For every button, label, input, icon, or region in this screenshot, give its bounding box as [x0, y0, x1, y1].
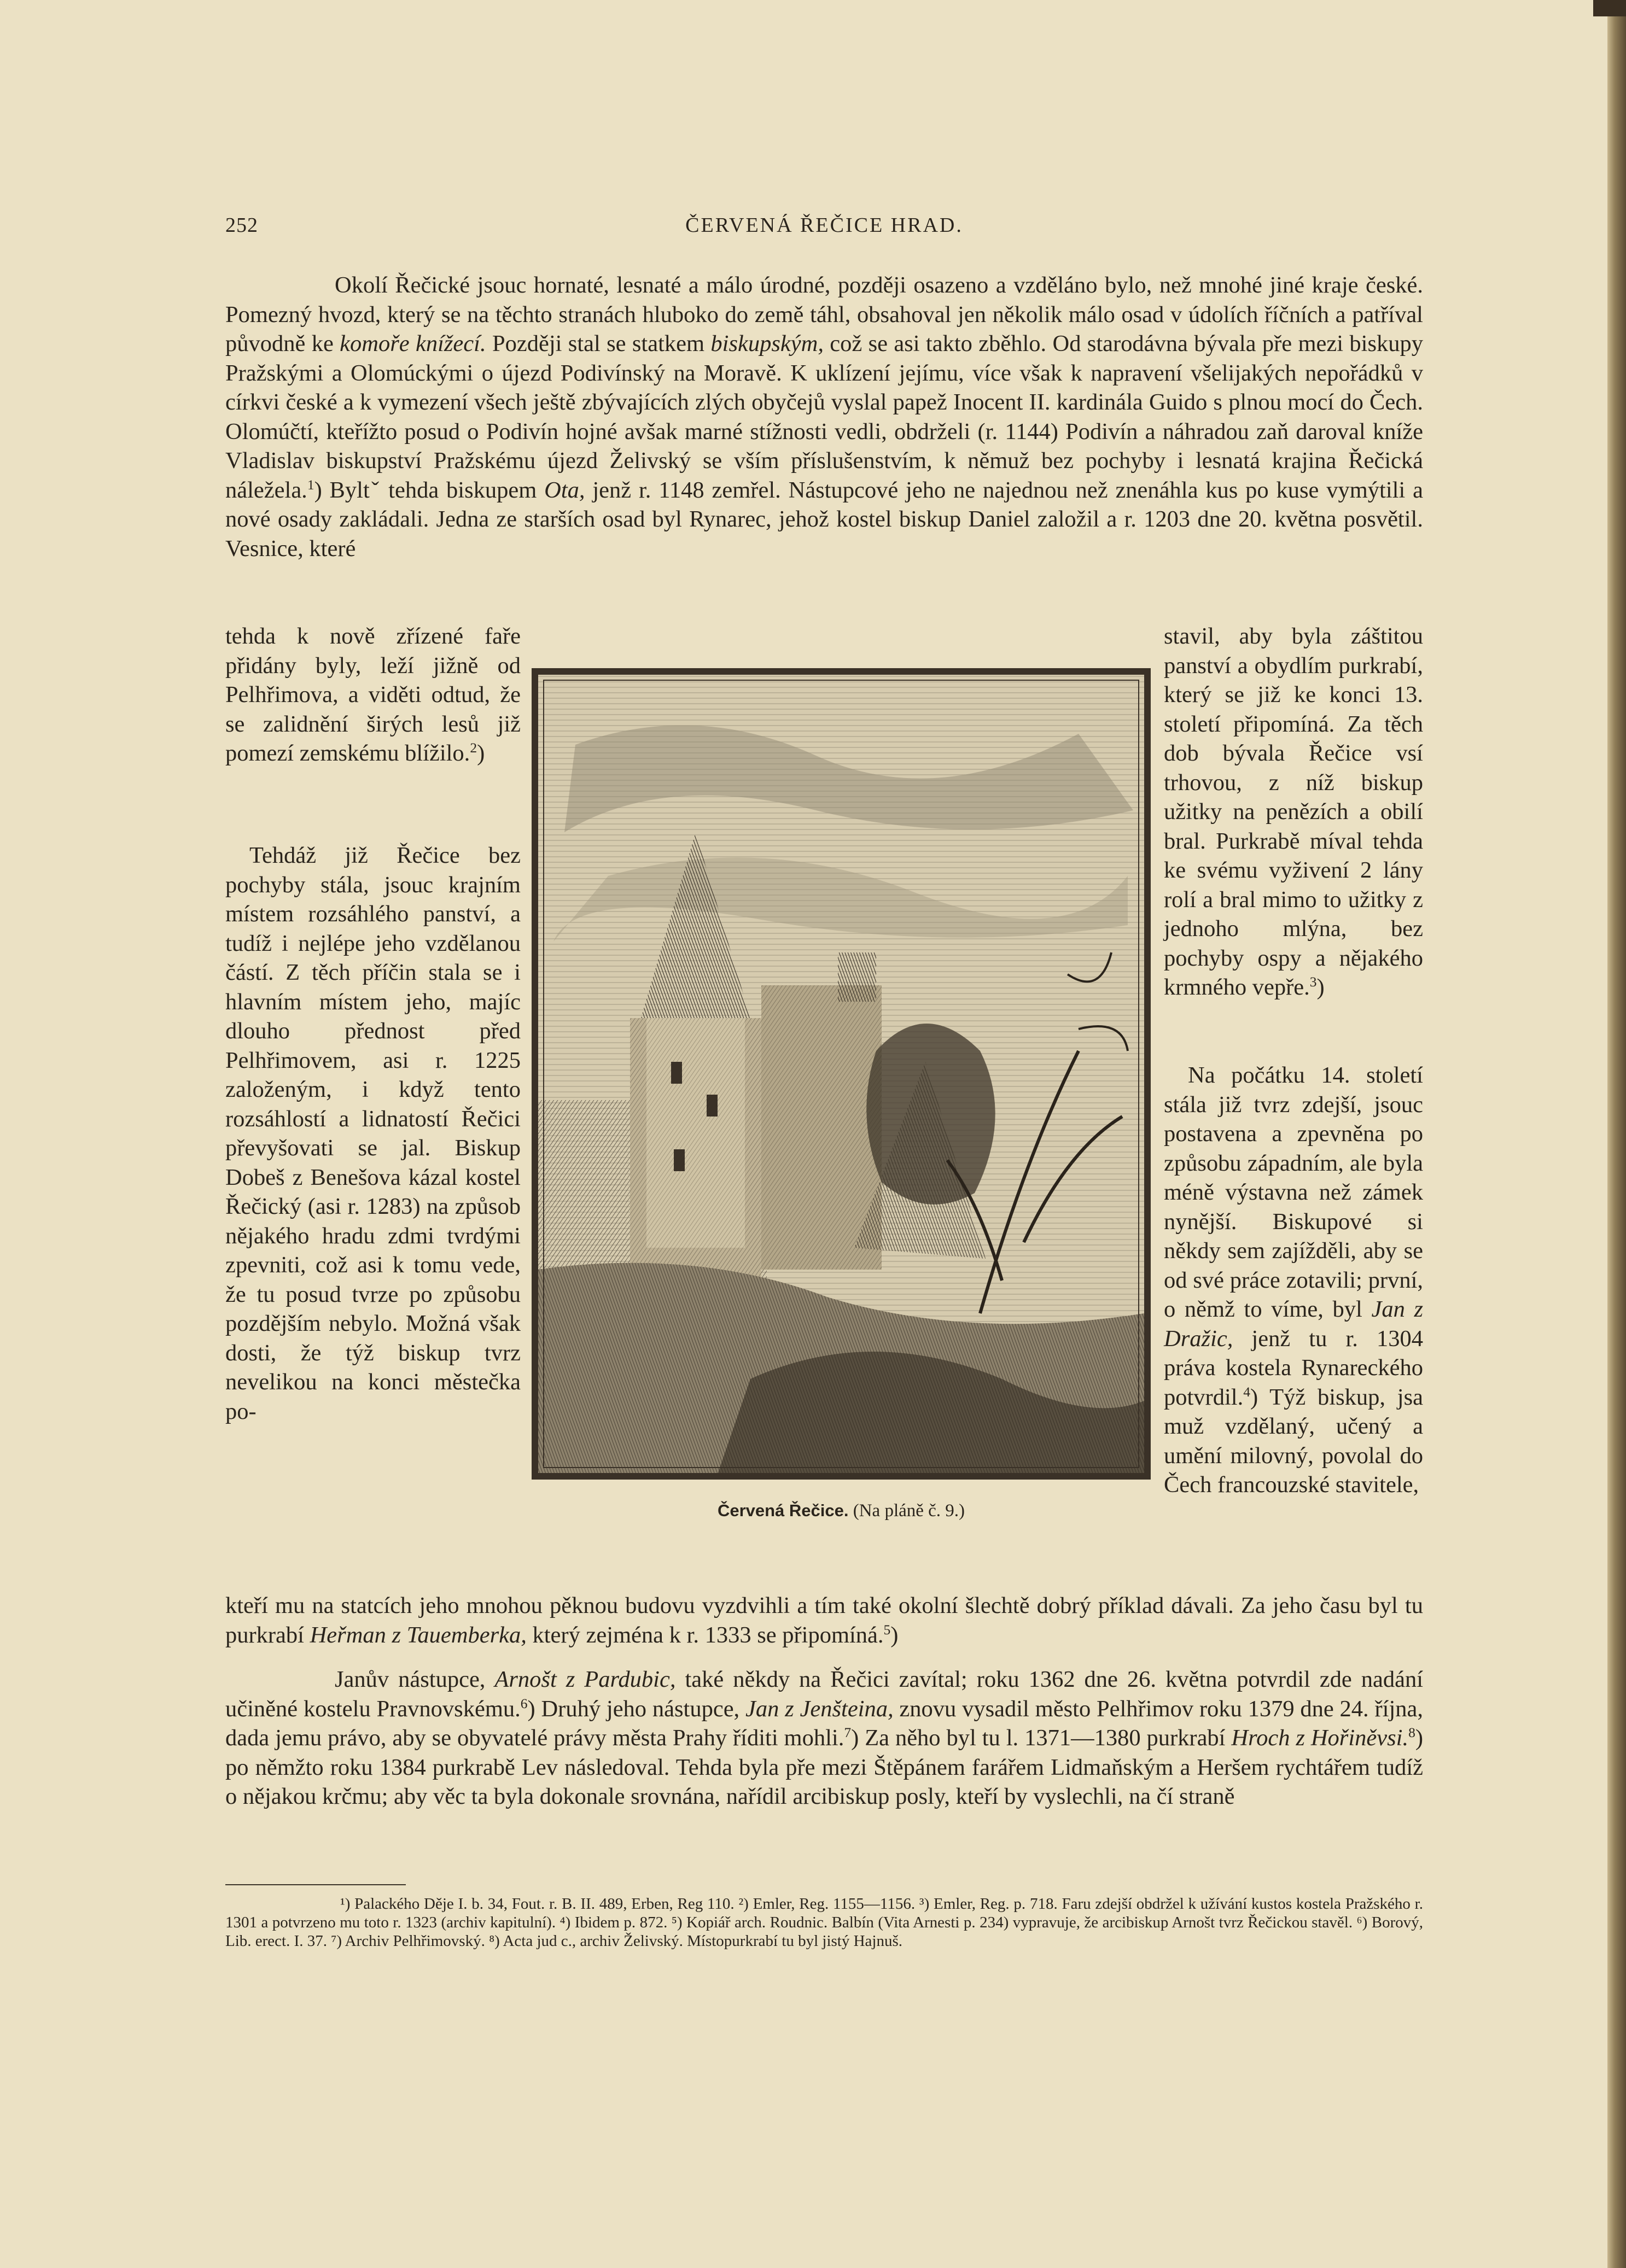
page-header — [225, 213, 1423, 246]
caption-title: Červená Řečice. — [717, 1501, 849, 1520]
paragraph-intro: Okolí Řečické jsouc hornaté, lesnaté a málo úrodné, později osazeno a vzděláno bylo, než mnohé jiné kraje české. Pomezný hvozd, který se na těchto stranách hluboko do země táhl, obsahoval jen několik málo osad v údolích říčních a patříval původně ke komoře knížecí. Později stal se statkem biskupským, což se asi takto zběhlo. Od starodávna bývala pře mezi biskupy Pražskými a Olomúckými o újezd Podivínský na Moravě. K uklízení jejímu, více však k napravení všelijakých nepořádků v církvi české a k vymezení všech ještě zbývajících zlých obyčejů vyslal papež Inocent II. kardinála Guido s plnou mocí do Čech. Olomúčtí, kteřížto posud o Podivín hojné avšak marné stížnosti vedli, obdrželi (r. 1144) Podivín a náhradou zaň daroval kníže Vladislav biskupství Pražskému újezd Želivský se vším příslušenstvím, k němuž bez pochyby i lesnatá krajina Řečická náležela.$^1$) Byltˇ tehda biskupem Ota, jenž r. 1148 zemřel. Nástupcové jeho ne najednou než znenáhla kus po kuse vymýtili a nové osady zakládali. Jedna ze starších osad byl Rynarec, jehož kostel biskup Daniel založil a r. 1203 dne 20. května posvětil. Vesnice, které — [225, 272, 1423, 562]
footnote-ref: 5 — [883, 1621, 891, 1638]
running-title: ČERVENÁ ŘEČICE HRAD. — [685, 214, 963, 237]
footnote-ref: 3 — [1309, 973, 1317, 990]
footnote-ref: 4 — [1243, 1383, 1250, 1400]
left-column-text-a: tehda k nově zřízené faře přidány byly, leží jižně od Pelhřimova, a viděti odtud, že se zalidnění širých lesů již pomezí zemskému blížilo.$^2$) — [225, 623, 521, 766]
left-column-text-b: Tehdáž již Řečice bez pochyby stála, jsouc krajním místem rozsáhlého panství, a tudíž i nejlépe jeho vzdělanou částí. Z těch příčin stala se i hlavním místem jeho, majíc dlouho přednost před Pelhřimovem, asi r. 1225 založeným, i když tento rozsáhlostí a lidnatostí Řečici převyšovati se jal. Biskup Dobeš z Benešova kázal kostel Řečický (asi r. 1283) na způsob nějakého hradu zdmi tvrdými zpevniti, což asi k tomu vede, že tu posud tvrze po způsobu pozdějším nebylo. Možná však dosti, že týž biskup tvrz nevelikou na konci městečka po- — [225, 843, 521, 1424]
footnote-ref: 1 — [307, 476, 314, 493]
castle-engraving — [532, 668, 1151, 1480]
footnotes: ¹) Palackého Děje I. b. 34, Fout. r. B. II. 489, Erben, Reg 110. ²) Emler, Reg. 1155—1156. ³) Emler, Reg. p. 718. Faru zdejší obdržel k užívání kustos kostela Pražského r. 1301 a potvrzeno mu toto r. 1323 (archiv kapitulní). ⁴) Ibidem p. 872. ⁵) Kopiář arch. Roudnic. Balbín (Vita Arnesti p. 234) vypravuje, že arcibiskup Arnošt tvrz Řečickou stavěl. ⁶) Borový, Lib. erect. I. 37. ⁷) Archiv Pelhřimovský. ⁸) Acta jud c., archiv Želivský. Místopurkrabí tu byl jistý Hajnuš. — [225, 1895, 1423, 1950]
page-edge — [1607, 0, 1626, 2268]
paragraph-arnost: Janův nástupce, Arnošt z Pardubic, také někdy na Řečici zavítal; roku 1362 dne 26. května potvrdil zde nadání učiněné kostelu Pravnovskému.$^6$) Druhý jeho nástupce, Jan z Jenšteina, znovu vysadil město Pelhřimov roku 1379 dne 24. října, dada jemu právo, aby se obyvatelé právy města Prahy říditi mohli.$^7$) Za něho byl tu l. 1371—1380 purkrabí Hroch z Hořiněvsi.$^8$) po němžto roku 1384 purkrabě Lev následoval. Tehda byla pře mezi Štěpánem farářem Lidmaňským a Heršem rychtářem tudíž o nějakou krčmu; aby věc ta byla dokonale srovnána, nařídil arcibiskup posly, kteří by vyslechli, na čí straně — [225, 1667, 1424, 1809]
footnote-divider — [225, 1884, 406, 1885]
castle-engraving-drawing — [532, 668, 1151, 1480]
paragraph-continuation: kteří mu na statcích jeho mnohou pěknou budovu vyzdvihli a tím také okolní šlechtě dobrý příklad dávali. Za jeho času byl tu purkrabí Heřman z Tauemberka, který zejména k r. 1333 se připomíná.$^5$) — [225, 1593, 1423, 1648]
footnote-ref: 2 — [470, 739, 477, 756]
footnote-ref: 8 — [1408, 1724, 1415, 1740]
right-column-text-b: Na počátku 14. století stála již tvrz zdejší, jsouc postavena a zpevněna po způsobu západním, ale byla méně výstavna než zámek nynější. Biskupové si někdy sem zajížděli, aby se od své práce zotavili; první, o němž to víme, byl Jan z Dražic, jenž tu r. 1304 práva kostela Rynareckého potvrdil.$^4$) Týž biskup, jsa muž vzdělaný, učený a umění milovný, povolal do Čech francouzské stavitele, — [1164, 1062, 1423, 1498]
footnote-ref: 7 — [844, 1724, 852, 1740]
illustration-caption — [532, 1501, 1151, 1521]
page-corner — [1593, 0, 1626, 16]
right-column-text-a: stavil, aby byla záštitou panství a obydlím purkrabí, který se již ke konci 13. století připomíná. Za těch dob bývala Řečice vsí trhovou, z níž biskup užitky na penězích a obilí bral. Purkrabě míval tehda ke svému vyživení 2 lány rolí a bral mimo to užitky z jednoho mlýna, bez pochyby ospy a nějakého krmného vepře.$^3$) — [1164, 623, 1423, 1000]
caption-note: (Na pláně č. 9.) — [853, 1501, 965, 1521]
footnote-ref: 6 — [520, 1695, 528, 1711]
page-number: 252 — [225, 214, 258, 237]
